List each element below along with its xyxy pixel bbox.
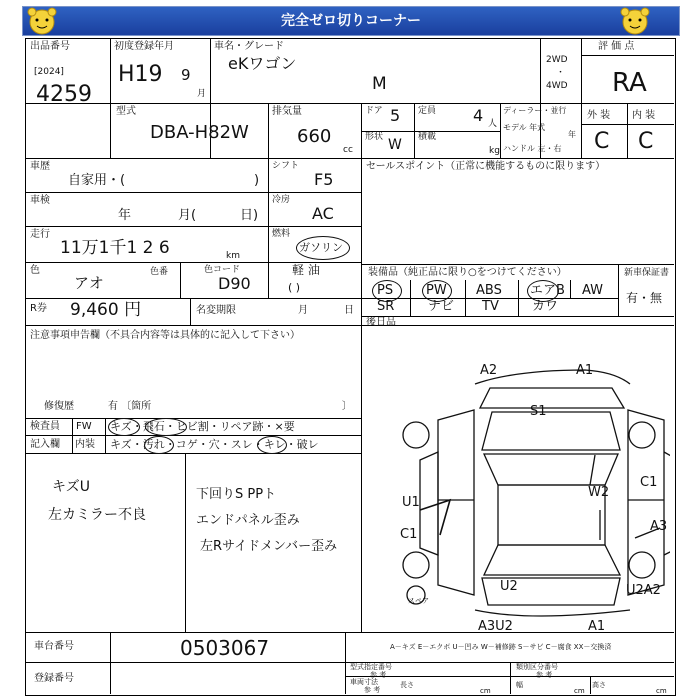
mark-s1: S1 [530, 404, 547, 419]
equipment-pw: PW [426, 283, 447, 298]
mileage-label: 走行 [30, 229, 50, 240]
sure-circle [257, 436, 287, 454]
tobiishi-circle [145, 418, 187, 436]
displacement-unit: cc [343, 145, 353, 155]
load-label: 積載 [418, 132, 437, 142]
inspector-row1: キズ・飛石・ヒビ割・リペア跡・×要 [110, 420, 295, 433]
fuel-gas-circle [296, 236, 350, 260]
shape-label: 形状 [365, 132, 384, 142]
mark-a2-top: A2 [480, 363, 498, 378]
dealer-label: ディーラー・並行 [503, 106, 567, 115]
model-value: DBA-H82W [150, 122, 249, 143]
fuel-label: 燃料 [272, 229, 291, 239]
banner-title: 完全ゼロ切りコーナー [281, 13, 421, 29]
lot-number: 4259 [36, 82, 92, 107]
mark-c1-right: C1 [640, 475, 658, 490]
mileage-unit: km [226, 251, 240, 261]
inspection-year: 年 [118, 208, 132, 223]
new-warranty-label: 新車保証書 [624, 268, 670, 278]
class-ref: 参 考 [536, 671, 553, 679]
equipment-airbag: エアB [530, 283, 565, 298]
car-name: eKワゴン [228, 54, 297, 73]
score-label: 評 価 点 [598, 41, 635, 52]
capacity-label: 定員 [418, 106, 437, 116]
inspection-month: 月( [178, 208, 197, 223]
recycle-value: 9,460 円 [70, 300, 142, 320]
car-grade: M [372, 74, 387, 94]
mark-c1: C1 [400, 527, 418, 542]
title-exp-day: 日 [344, 305, 354, 316]
note-mid-2: エンドパネル歪み [196, 513, 300, 528]
model-label: 型式 [116, 106, 136, 117]
color-code-label: 色番 [150, 267, 169, 277]
doors-value: 5 [390, 106, 401, 125]
history-label: 車歴 [30, 161, 50, 172]
drive-dot: ・ [556, 68, 566, 78]
first-reg-label: 初度登録年月 [114, 41, 174, 52]
score-ext-label: 外 装 [587, 110, 611, 121]
first-reg-era-year: H19 [118, 62, 163, 87]
size-length: 長さ [400, 681, 414, 689]
model-year-unit: 年 [568, 130, 576, 139]
color-colorcode-label: 色コード [204, 265, 241, 275]
mark-u2: U2 [500, 579, 518, 594]
repair-close: 〕 [342, 401, 352, 412]
history-close: ) [254, 173, 260, 188]
handle-label: ハンドル 左・右 [503, 144, 562, 153]
size-height-unit: cm [656, 687, 667, 695]
bear-mascot-icon [22, 4, 62, 38]
equipment-sr: SR [377, 299, 395, 314]
mileage-value: 11万1千1 2 6 [60, 238, 170, 258]
first-reg-month-unit: 月 [197, 89, 207, 99]
displacement-label: 排気量 [272, 106, 302, 117]
mark-u2a2: U2A2 [626, 583, 661, 598]
history-value: 自家用・( [68, 173, 126, 188]
inspector-label: 検査員 [30, 421, 60, 432]
title-exp-label: 名変期限 [196, 305, 236, 316]
kizu-circle [108, 418, 140, 436]
first-reg-month: 9 [181, 66, 191, 84]
note-left-1: キズU [52, 479, 90, 495]
shift-label: シフト [272, 161, 300, 171]
mark-w2: W2 [588, 485, 610, 500]
repair-label: 修復歴 [44, 401, 74, 412]
displacement-value: 660 [297, 126, 332, 147]
mark-a1-top: A1 [576, 363, 594, 378]
damage-legend: A－キズ E－エクボ U－凹み W－補修跡 S－サビ C－腐食 XX－交換済 [390, 643, 612, 651]
fuel-paren: ( ) [288, 281, 301, 294]
chassis-value: 0503067 [180, 636, 270, 660]
title-exp-month: 月 [298, 305, 308, 316]
fuel-gas: ガソリン [299, 241, 343, 254]
notes-label: 注意事項申告欄（不具合内容等は具体的に記入して下さい） [30, 330, 300, 341]
fuel-diesel: 軽 油 [292, 263, 320, 277]
record-label: 記入欄 [30, 439, 60, 450]
equipment-abs: ABS [476, 283, 502, 298]
size-width-unit: cm [574, 687, 585, 695]
chassis-label: 車台番号 [34, 641, 74, 652]
equipment-tv: TV [482, 299, 499, 314]
bear-mascot-icon [615, 4, 655, 38]
score-value: RA [612, 68, 647, 98]
ac-value: AC [312, 204, 334, 223]
capacity-unit: 人 [488, 119, 498, 129]
inspector-fw: FW [76, 421, 92, 432]
equipment-label: 装備品（純正品に限り○をつけてください） [368, 267, 567, 278]
repair-value: 有 〔箇所 [108, 401, 152, 412]
equipment-ps: PS [377, 283, 394, 298]
shape-value: W [388, 137, 402, 153]
model-year-label: モデル 年式 [503, 123, 546, 132]
rear-seat-label: 後日品 [366, 317, 396, 328]
mark-u1: U1 [402, 495, 420, 510]
mark-a3u2: A3U2 [478, 619, 513, 634]
size-ref: 参 考 [364, 686, 381, 694]
color-label: 色 [30, 265, 40, 276]
mark-a1-bottom: A1 [588, 619, 606, 634]
note-mid-3: 左Rサイドメンバー歪み [200, 539, 338, 554]
recycle-label: R券 [30, 303, 47, 314]
color-value: アオ [74, 274, 104, 292]
score-int: C [638, 129, 654, 154]
equipment-aw: AW [582, 283, 604, 298]
inspection-day: 日) [240, 208, 259, 223]
mark-a3: A3 [650, 519, 668, 534]
drive-2wd: 2WD [546, 55, 568, 65]
car-name-label: 車名・グレード [214, 41, 284, 52]
shift-value: F5 [314, 170, 334, 189]
size-label: 車両寸法 [350, 678, 378, 686]
lot-year: [2024] [34, 67, 64, 77]
doors-label: ドア [365, 106, 383, 116]
note-mid-1: 下回りS PPト [196, 487, 277, 502]
score-ext: C [594, 129, 610, 154]
capacity-value: 4 [473, 106, 484, 125]
yogore-circle [144, 436, 174, 454]
score-int-label: 内 装 [632, 110, 656, 121]
inspection-label: 車検 [30, 195, 50, 206]
size-height: 高さ [592, 681, 606, 689]
cert-ref: 参 考 [370, 671, 387, 679]
drive-4wd: 4WD [546, 81, 568, 91]
ac-label: 冷房 [272, 195, 291, 205]
equipment-navi: ナビ [428, 299, 455, 314]
sales-label: セールスポイント（正常に機能するものに限ります） [366, 161, 606, 172]
header-banner [22, 6, 680, 36]
registration-label: 登録番号 [34, 673, 74, 684]
equipment-leather: カワ [532, 299, 559, 314]
mark-spare: スペア [408, 597, 429, 605]
size-length-unit: cm [480, 687, 491, 695]
class-label: 類別区分番号 [516, 663, 558, 671]
color-colorcode: D90 [218, 274, 251, 293]
inspector-row2: キズ・汚れ・コゲ・穴・スレ・キレ・破レ [110, 438, 319, 451]
note-left-2: 左カミラー不良 [48, 507, 146, 523]
load-unit: kg [489, 146, 500, 156]
interior-label: 内装 [75, 439, 95, 450]
cert-label: 型式指定番号 [350, 663, 392, 671]
size-width: 幅 [516, 681, 523, 689]
new-warranty-value: 有・無 [626, 291, 663, 305]
lot-label: 出品番号 [30, 41, 70, 52]
